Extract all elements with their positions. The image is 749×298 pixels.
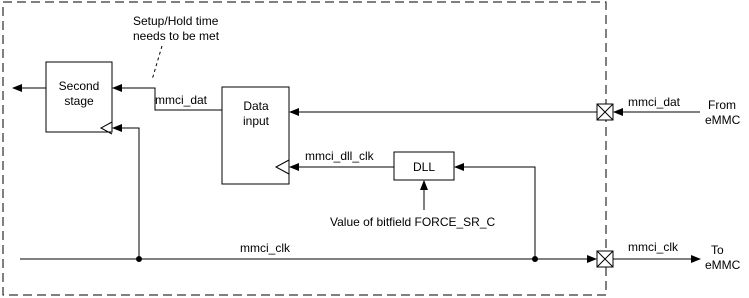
clk-junction-left	[136, 256, 142, 262]
setup-hold-leader	[152, 46, 162, 80]
dll-label: DLL	[412, 160, 436, 174]
mmci-clk-internal-label: mmci_clk	[240, 241, 290, 255]
mmci-clk-pad-label: mmci_clk	[628, 240, 678, 254]
data-input-label-line2: input	[242, 114, 270, 128]
clk-pad-icon	[597, 251, 613, 267]
to-emmc-label-line1: To	[711, 243, 724, 257]
bitfield-label: Value of bitfield FORCE_SR_C	[330, 215, 496, 229]
setup-hold-note-line2: needs to be met	[133, 29, 220, 43]
second-stage-label-line1: Second	[58, 79, 100, 93]
second-stage-label-line2: stage	[64, 94, 94, 108]
clk-to-dll-wire	[455, 167, 535, 259]
setup-hold-note-line1: Setup/Hold time	[133, 14, 219, 28]
from-emmc-label-line2: eMMC	[705, 113, 741, 127]
clk-junction-right	[532, 256, 538, 262]
from-emmc-label-line1: From	[708, 98, 736, 112]
mmci-dat-internal-label: mmci_dat	[155, 93, 208, 107]
mmci-dll-clk-label: mmci_dll_clk	[305, 149, 374, 163]
clk-to-second-stage-wire	[113, 128, 139, 259]
data-input-label-line1: Data	[243, 99, 269, 113]
dat-pad-icon	[597, 104, 613, 120]
mmci-dat-pad-label: mmci_dat	[628, 95, 681, 109]
to-emmc-label-line2: eMMC	[705, 258, 741, 272]
